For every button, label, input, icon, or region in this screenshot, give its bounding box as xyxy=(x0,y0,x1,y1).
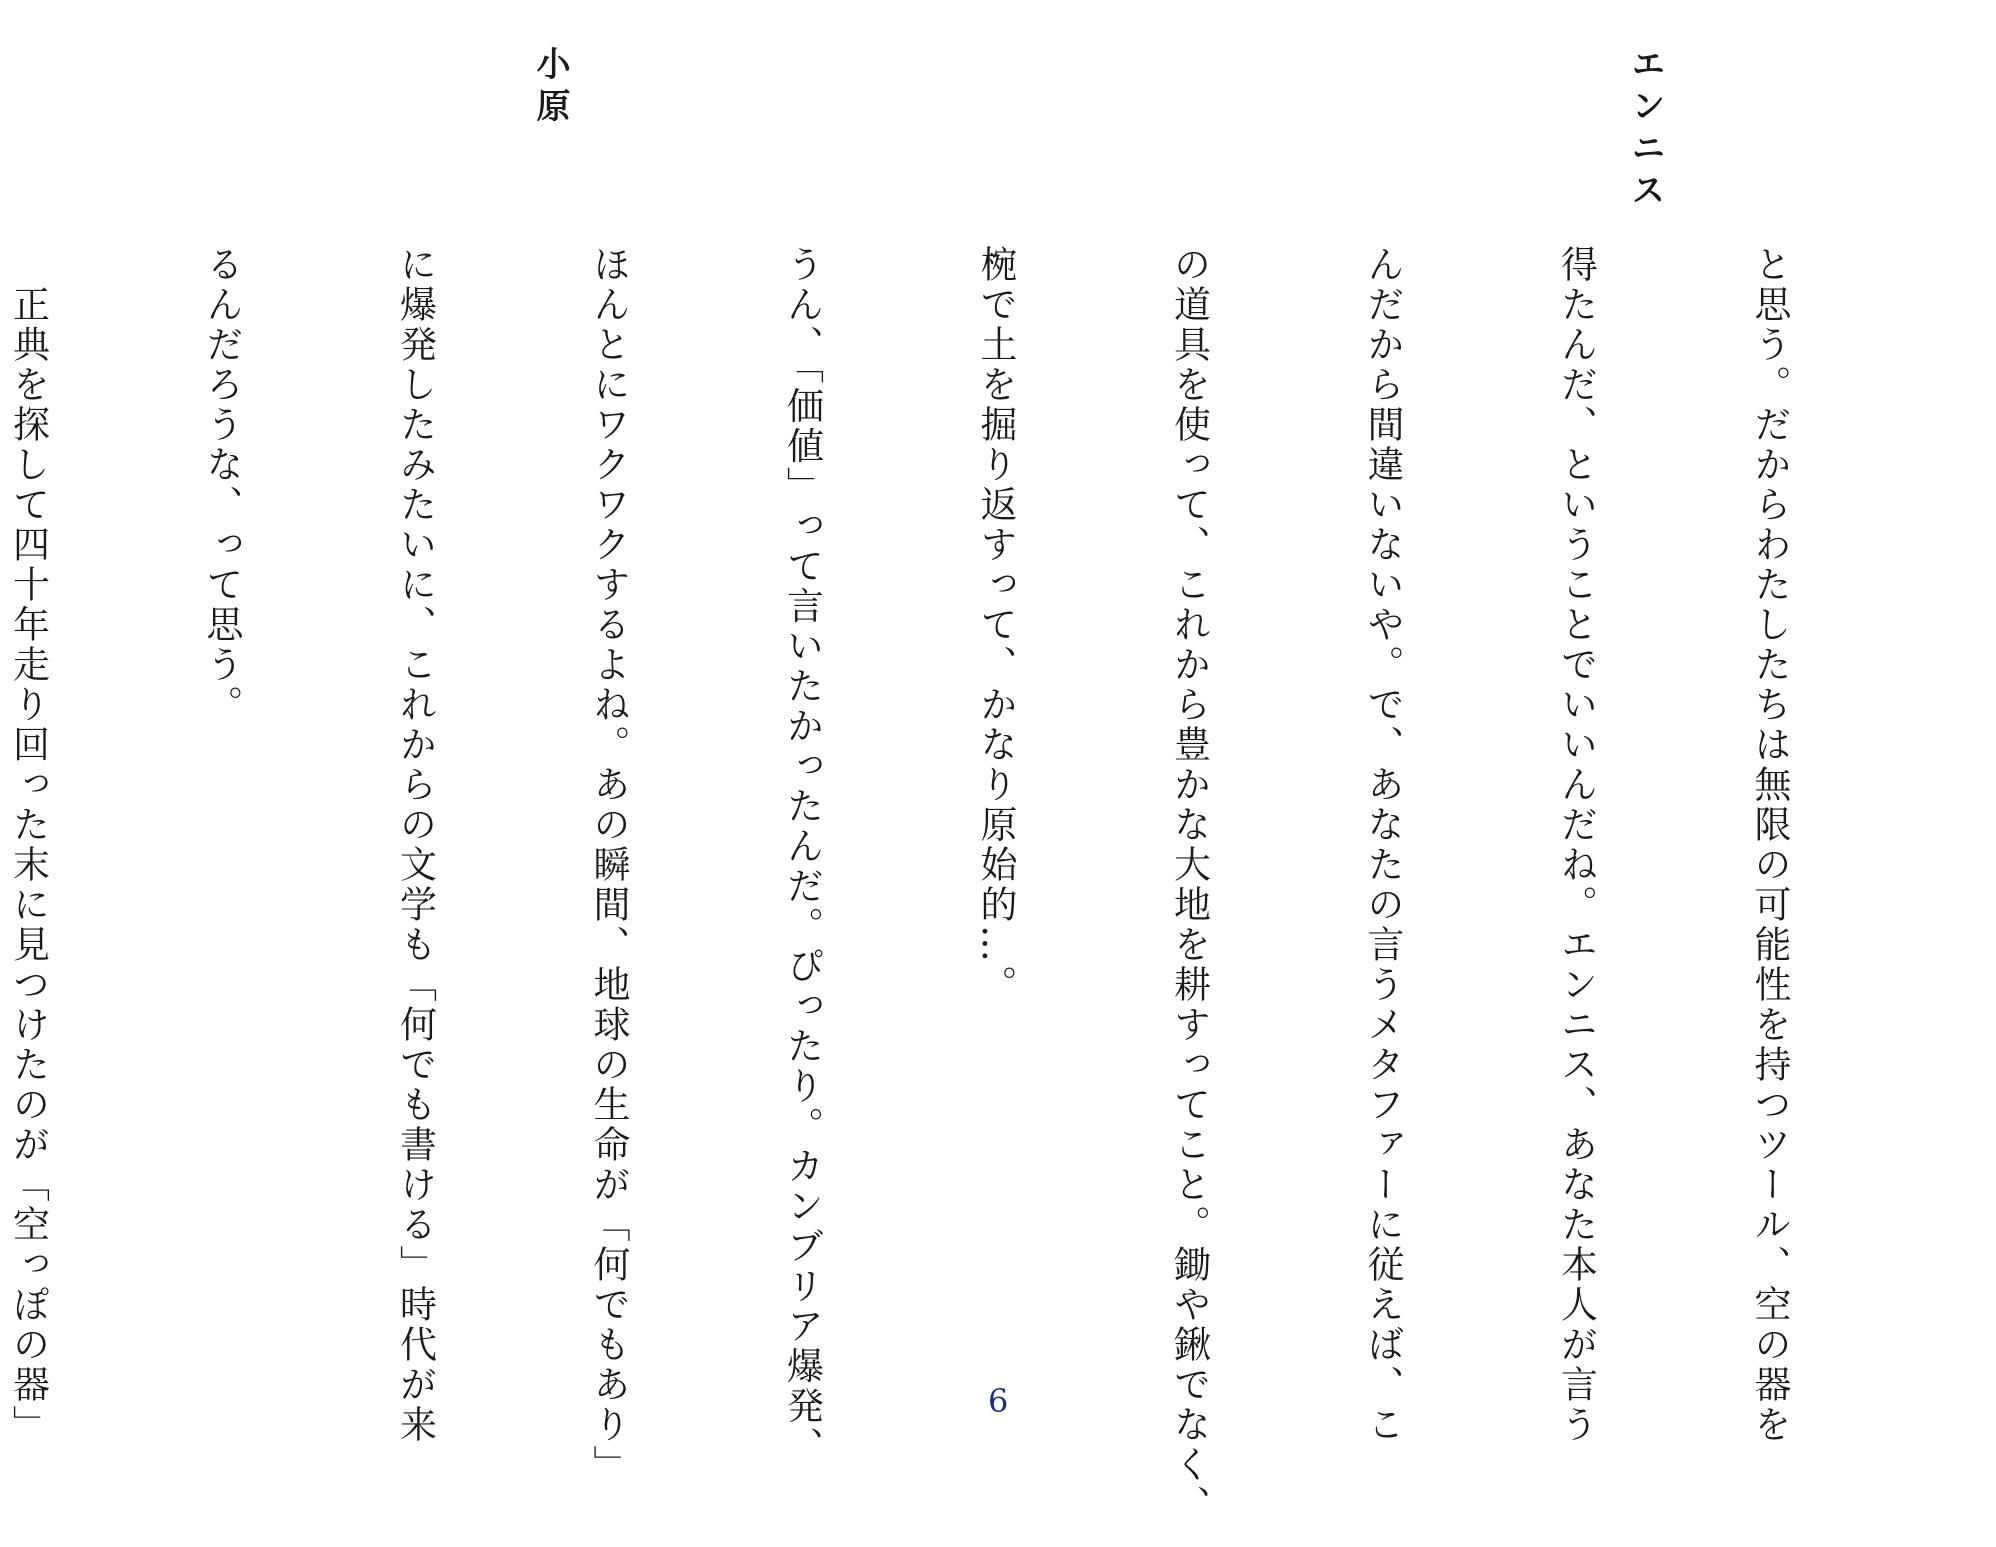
text-line: ほんとにワクワクするよね。あの瞬間、地球の生命が「何でもあり」 xyxy=(587,245,630,1485)
vertical-text-body xyxy=(0,245,1930,1525)
text-line: に爆発したみたいに、これからの文学も「何でも書ける」時代が来 xyxy=(393,245,437,1445)
text-line: 得たんだ、ということでいいんだね。エンニス、あなた本人が言う xyxy=(1554,245,1598,1445)
page-number: 6 xyxy=(988,1382,1009,1420)
text-line: るんだろうな、って思う。 xyxy=(200,245,243,725)
speaker-label-ennis: エンニス xyxy=(1625,46,1665,214)
text-line: と思う。だからわたしたちは無限の可能性を持つツール、空の器を xyxy=(1748,245,1791,1445)
text-line: の道具を使って、これから豊かな大地を耕すってこと。鋤や鍬でなく、 xyxy=(1167,245,1211,1525)
text-line: 椀で土を掘り返すって、かなり原始的…。 xyxy=(974,245,1017,1005)
text-line: んだから間違いないや。で、あなたの言うメタファーに従えば、こ xyxy=(1361,245,1404,1445)
speaker-label-ohara: 小原 xyxy=(530,46,570,130)
text-line: 正典を探して四十年走り回った末に見つけたのが「空っぽの器」 xyxy=(6,245,50,1445)
text-line: うん、「価値」って言いたかったんだ。ぴったり。カンブリア爆発、 xyxy=(780,245,824,1467)
